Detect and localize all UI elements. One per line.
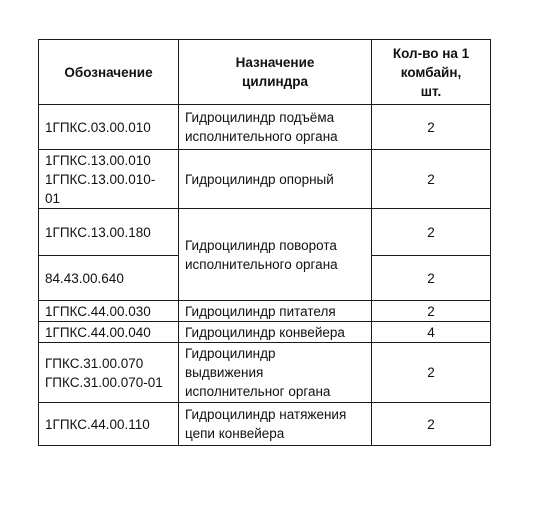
header-purpose-line: цилиндра xyxy=(242,74,308,89)
table-row xyxy=(39,403,491,446)
code-text: 01 xyxy=(45,190,61,206)
header-code-label: Обозначение xyxy=(64,64,153,80)
code-text: ГПКС.31.00.070 xyxy=(45,355,144,371)
purpose-cell xyxy=(179,403,372,446)
header-quantity-line: шт. xyxy=(420,83,442,99)
header-purpose xyxy=(179,40,372,105)
header-purpose-line: Назначение xyxy=(235,55,315,70)
header-code xyxy=(39,40,179,105)
purpose-text: цепи конвейера xyxy=(185,426,285,441)
purpose-cell xyxy=(179,322,372,343)
purpose-text: Гидроцилиндр конвейера xyxy=(185,324,345,340)
quantity-cell: 2 xyxy=(372,256,491,301)
quantity-cell: 2 xyxy=(372,343,491,403)
table-row xyxy=(39,322,491,343)
table-row xyxy=(39,105,491,150)
code-text: 1ГПКС.44.00.110 xyxy=(45,416,150,432)
purpose-text: исполнительного органа xyxy=(185,129,338,144)
purpose-text: Гидроцилиндр натяжения xyxy=(185,407,347,422)
header-quantity-line: комбайн, xyxy=(400,64,462,80)
code-cell xyxy=(39,105,179,150)
quantity-cell: 2 xyxy=(372,301,491,322)
purpose-cell xyxy=(179,150,372,209)
cylinder-specification-table xyxy=(38,39,491,446)
code-text: 1ГПКС.13.00.180 xyxy=(45,224,151,240)
purpose-text: Гидроцилиндр питателя xyxy=(185,303,336,319)
code-cell xyxy=(39,150,179,209)
purpose-text: выдвижения xyxy=(185,365,264,380)
table-header-row xyxy=(39,40,491,105)
header-quantity-line: Кол-во на 1 xyxy=(392,45,470,61)
table-row xyxy=(39,343,491,403)
code-text: 1ГПКС.13.00.010- xyxy=(45,171,156,187)
quantity-cell: 2 xyxy=(372,209,491,256)
purpose-cell xyxy=(179,343,372,403)
purpose-text: исполнительного органа xyxy=(185,256,338,272)
code-cell xyxy=(39,301,179,322)
purpose-cell xyxy=(179,301,372,322)
code-text: 1ГПКС.44.00.030 xyxy=(45,303,151,319)
code-text: 1ГПКС.44.00.040 xyxy=(45,324,151,340)
code-cell xyxy=(39,209,179,256)
purpose-text: Гидроцилиндр xyxy=(185,346,276,361)
table-row xyxy=(39,301,491,322)
purpose-text: исполнительног органа xyxy=(185,384,331,399)
code-cell xyxy=(39,403,179,446)
quantity-cell: 4 xyxy=(372,322,491,343)
code-text: 1ГПКС.13.00.010 xyxy=(45,152,151,168)
quantity-cell: 2 xyxy=(372,403,491,446)
code-cell xyxy=(39,256,179,301)
table-row xyxy=(39,209,491,256)
code-cell xyxy=(39,343,179,403)
quantity-cell: 2 xyxy=(372,105,491,150)
quantity-cell: 2 xyxy=(372,150,491,209)
purpose-cell-merged xyxy=(179,209,372,301)
purpose-cell xyxy=(179,105,372,150)
code-cell xyxy=(39,322,179,343)
code-text: ГПКС.31.00.070-01 xyxy=(45,374,163,390)
code-text: 84.43.00.640 xyxy=(45,270,124,286)
table-row xyxy=(39,150,491,209)
purpose-text: Гидроцилиндр поворота xyxy=(185,237,337,253)
code-text: 1ГПКС.03.00.010 xyxy=(45,119,151,135)
header-quantity xyxy=(372,40,491,105)
purpose-text: Гидроцилиндр подъёма xyxy=(185,110,335,125)
purpose-text: Гидроцилиндр опорный xyxy=(185,171,334,187)
